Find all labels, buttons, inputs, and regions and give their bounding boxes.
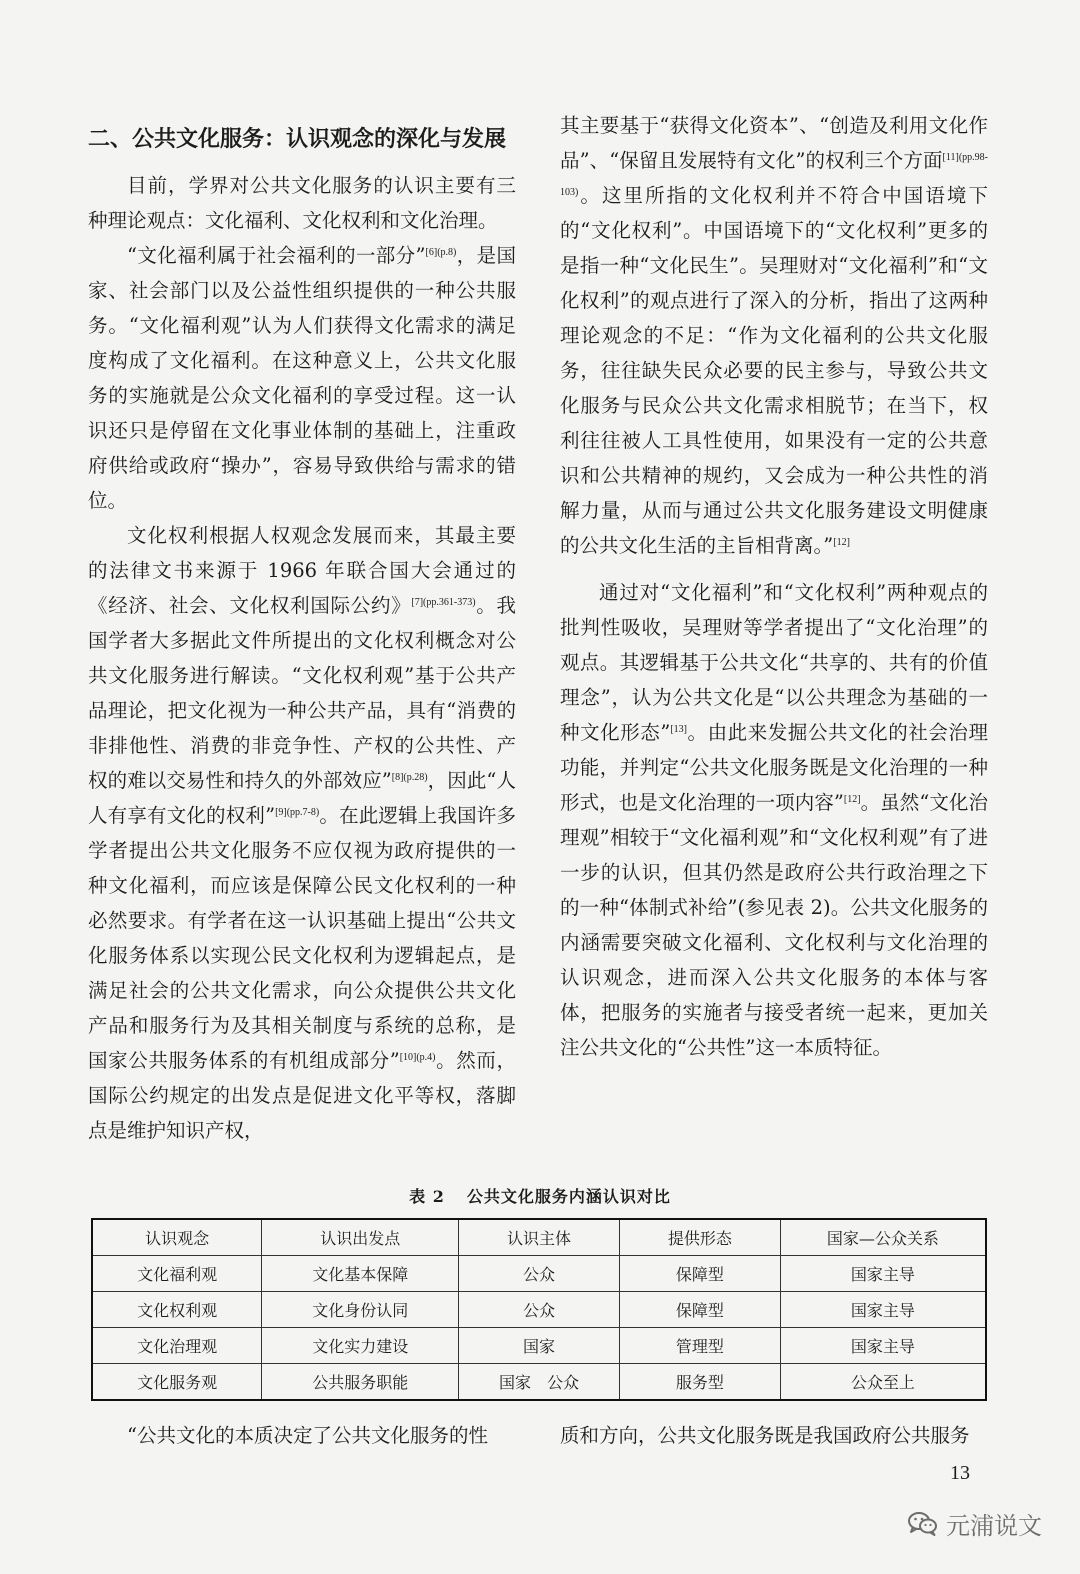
citation: [12] xyxy=(843,794,861,805)
column-header: 认识观念 xyxy=(92,1219,262,1256)
right-column xyxy=(560,108,988,1065)
paragraph-text: ，是国家、社会部门以及公益性组织提供的一种公共服务。“文化福利观”认为人们获得文化需求的满足度构成了文化福利。在这种意义上，公共文化服务的实施就是公众文化福利的享受过程。这一认识还只是停留在文化事业体制的基础上，注重政府供给或政府“操办”，容易导致供给与需求的错位。 xyxy=(88,244,516,512)
table-caption xyxy=(0,1184,1080,1207)
bottom-text-left xyxy=(88,1418,516,1453)
comparison-table xyxy=(91,1218,987,1401)
section-heading: 二、公共文化服务：认识观念的深化与发展 xyxy=(88,127,507,152)
watermark-text: 元浦说文 xyxy=(946,1512,1042,1540)
table-cell: 文化服务观 xyxy=(92,1364,262,1401)
table-cell: 文化福利观 xyxy=(92,1256,262,1292)
paragraph-text: 其主要基于“获得文化资本”、“创造及利用文化作品”、“保留且发展特有文化”的权利三个方面 xyxy=(560,114,988,172)
citation: [13] xyxy=(670,724,687,735)
citation: [10](p.4) xyxy=(399,1052,436,1063)
table-cell: 国家主导 xyxy=(780,1328,986,1364)
table-cell: 文化身份认同 xyxy=(262,1292,459,1328)
table-row xyxy=(92,1256,986,1292)
column-header: 认识出发点 xyxy=(262,1219,459,1256)
paragraph-text: 通过对“文化福利”和“文化权利”两种观点的批判性吸收，吴理财等学者提出了“文化治理”的观点。其逻辑基于公共文化“共享的、共有的价值理念”，认为公共文化是“以公共理念为基础的一种文化形态” xyxy=(560,581,988,744)
paragraph xyxy=(88,518,516,1148)
table-cell: 文化基本保障 xyxy=(262,1256,459,1292)
table-cell: 文化权利观 xyxy=(92,1292,262,1328)
table-title: 公共文化服务内涵认识对比 xyxy=(466,1187,671,1206)
table-label: 表 2 xyxy=(409,1187,445,1206)
citation: [7](pp.361-373) xyxy=(411,597,476,608)
citation: [8](p.28) xyxy=(391,772,428,783)
table-row xyxy=(92,1292,986,1328)
paragraph-text: “公共文化的本质决定了公共文化服务的性 xyxy=(127,1424,488,1447)
paragraph-text: “文化福利属于社会福利的一部分” xyxy=(127,244,426,267)
paragraph-text: ，因此“人人有享有文化的权利” xyxy=(88,769,516,827)
table-cell: 文化治理观 xyxy=(92,1328,262,1364)
paragraph-text: 质和方向，公共文化服务既是我国政府公共服务 xyxy=(560,1424,970,1447)
paragraph-text: 。这里所指的文化权利并不符合中国语境下的“文化权利”。中国语境下的“文化权利”更多的是指一种“文化民生”。吴理财对“文化福利”和“文化权利”的观点进行了深入的分析，指出了这两种理论观念的不足：“作为文化福利的公共文化服务，往往缺失民众必要的民主参与，导致公共文化服务与民众公共文化需求相脱节；在当下，权利往往被人工具性使用，如果没有一定的公共意识和公共精神的规约，又会成为一种公共性的消解力量，从而与通过公共文化服务建设文明健康的公共文化生活的主旨相背离。” xyxy=(560,184,988,557)
bottom-text-right xyxy=(560,1418,988,1453)
citation: [9](pp.7-8) xyxy=(275,807,320,818)
table-header-row xyxy=(92,1219,986,1256)
paragraph xyxy=(88,238,516,518)
table-cell: 公共服务职能 xyxy=(262,1364,459,1401)
citation: [12] xyxy=(833,537,850,548)
paragraph-text: 。然而，国际公约规定的出发点是促进文化平等权，落脚点是维护知识产权， xyxy=(88,1049,516,1142)
paragraph-text: 。我国学者大多据此文件所提出的文化权利概念对公共文化服务进行解读。“文化权利观”基于公共产品理论，把文化视为一种公共产品，具有“消费的非排他性、消费的非竞争性、产权的公共性、产权的难以交易性和持久的外部效应” xyxy=(88,594,516,792)
table-row xyxy=(92,1328,986,1364)
paragraph: 目前，学界对公共文化服务的认识主要有三种理论观点：文化福利、文化权利和文化治理。 xyxy=(88,174,516,232)
wechat-icon xyxy=(908,1511,938,1537)
table-cell: 国家 xyxy=(459,1328,620,1364)
column-header: 认识主体 xyxy=(459,1219,620,1256)
table-cell: 公众至上 xyxy=(780,1364,986,1401)
table-cell: 管理型 xyxy=(619,1328,780,1364)
table-cell: 保障型 xyxy=(619,1256,780,1292)
paragraph-text: 。由此来发掘公共文化的社会治理功能，并判定“公共文化服务既是文化治理的一种形式，也是文化治理的一项内容” xyxy=(560,721,988,814)
paragraph-text: 。在此逻辑上我国许多学者提出公共文化服务不应仅视为政府提供的一种文化福利，而应该是保障公民文化权利的一种必然要求。有学者在这一认识基础上提出“公共文化服务体系以实现公民文化权利为逻辑起点，是满足社会的公共文化需求，向公众提供公共文化产品和服务行为及其相关制度与系统的总称，是国家公共服务体系的有机组成部分” xyxy=(88,804,516,1072)
paragraph-text: 文化权利根据人权观念发展而来，其最主要的法律文书来源于 1966 年联合国大会通过的《经济、社会、文化权利国际公约》 xyxy=(88,524,516,617)
citation: [6](p.8) xyxy=(425,247,457,258)
paragraph xyxy=(560,108,988,563)
table-cell: 服务型 xyxy=(619,1364,780,1401)
table-cell: 文化实力建设 xyxy=(262,1328,459,1364)
table-cell: 国家主导 xyxy=(780,1256,986,1292)
table-cell: 公众 xyxy=(459,1292,620,1328)
paragraph xyxy=(560,575,988,1065)
citation: [11](pp.98-103) xyxy=(560,152,988,198)
column-header: 国家—公众关系 xyxy=(780,1219,986,1256)
left-column xyxy=(88,108,516,1148)
page-number: 13 xyxy=(950,1462,970,1484)
column-header: 提供形态 xyxy=(619,1219,780,1256)
table-cell: 公众 xyxy=(459,1256,620,1292)
table-cell: 保障型 xyxy=(619,1292,780,1328)
table-row xyxy=(92,1364,986,1401)
paragraph-text: 。虽然“文化治理观”相较于“文化福利观”和“文化权利观”有了进一步的认识，但其仍然是政府公共行政治理之下的一种“体制式补给”(参见表 2)。公共文化服务的内涵需要突破文化福利、文化权利与文化治理的认识观念，进而深入公共文化服务的本体与客体，把服务的实施者与接受者统一起来，更加关注公共文化的“公共性”这一本质特征。 xyxy=(560,791,988,1059)
table-cell: 国家主导 xyxy=(780,1292,986,1328)
table-cell: 国家 公众 xyxy=(459,1364,620,1401)
watermark xyxy=(908,1506,1042,1541)
